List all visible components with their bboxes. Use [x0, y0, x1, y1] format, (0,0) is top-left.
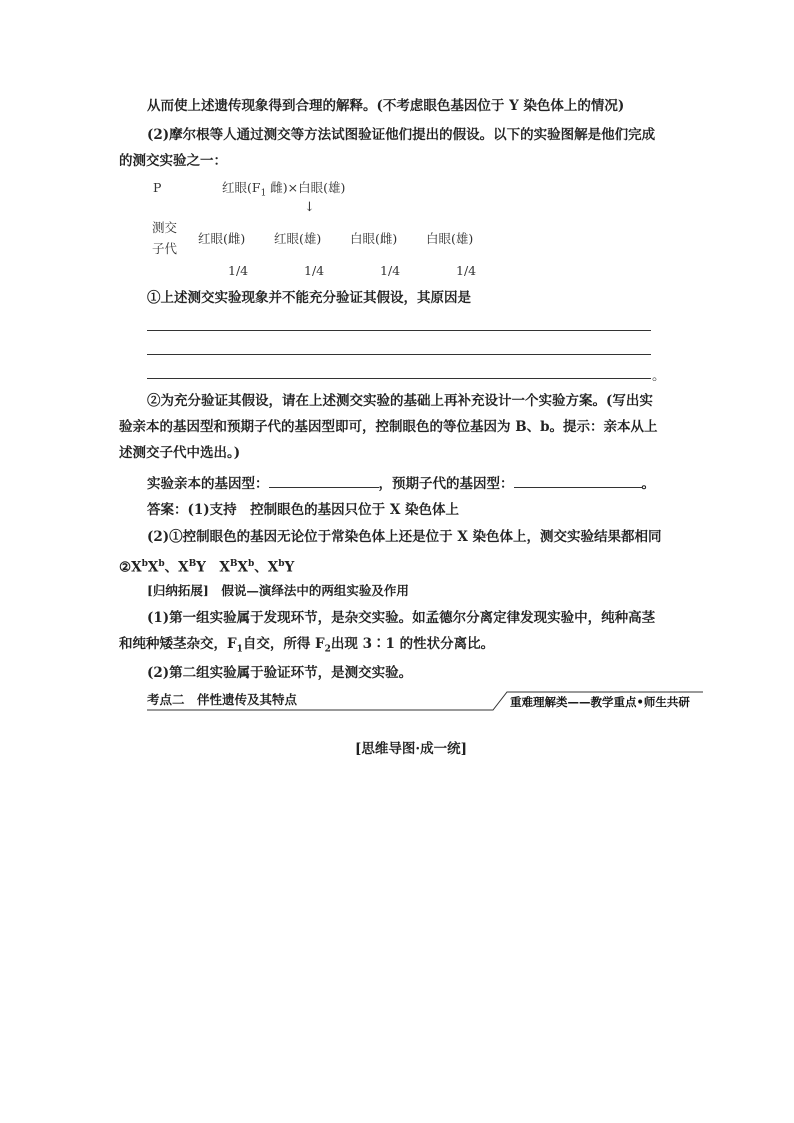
- allele-sup: b: [278, 559, 285, 569]
- genotype-x: X: [267, 559, 279, 576]
- genotype-y: Y: [284, 559, 295, 576]
- genotype-x: X: [237, 559, 248, 576]
- genotype-x: X: [178, 559, 189, 576]
- summary-1-line2: [119, 634, 494, 660]
- down-arrow-icon: ↓: [304, 200, 315, 215]
- offspring-genotype-label: ，预期子代的基因型：: [378, 476, 514, 492]
- mindmap-title: [思维导图·成一统]: [355, 741, 467, 757]
- summary-2: (2)第二组实验属于验证环节，是测交实验。: [147, 665, 413, 681]
- ratio-4: 1/4: [456, 263, 477, 278]
- fill-end-period: 。: [641, 476, 655, 492]
- diagram-p-label: P: [153, 180, 162, 195]
- section-banner-label: 重难理解类——教学重点•师生共研: [510, 695, 690, 709]
- parent1-tail: 雌): [266, 180, 288, 195]
- allele-sup: b: [158, 559, 165, 569]
- blank-end-period: 。: [652, 368, 666, 384]
- generation-subscript: 2: [324, 644, 331, 655]
- answer-line1: 答案：(1)支持 控制眼色的基因只位于 X 染色体上: [147, 502, 460, 518]
- genotype-y: Y: [196, 559, 206, 576]
- offspring-item-2: 红眼(雄): [274, 231, 322, 246]
- question-2-2-line3: 述测交子代中选出。): [119, 445, 241, 461]
- answer-line2: (2)①控制眼色的基因无论位于常染色体上还是位于 X 染色体上，测交实验结果都相同: [147, 529, 662, 545]
- summary-1-line1: (1)第一组实验属于发现环节，是杂交实验。如孟德尔分离定律发现实验中，纯种高茎: [147, 610, 656, 626]
- genotype-x: X: [219, 559, 230, 576]
- question-2-line2: 的测交实验之一：: [119, 153, 227, 169]
- parent1-subscript: 1: [260, 188, 267, 199]
- ratio-1: 1/4: [228, 263, 249, 278]
- parent2-label: 白眼(雄): [298, 180, 346, 195]
- answer-blank-line-2[interactable]: [147, 354, 651, 355]
- parent-genotype-blank[interactable]: [269, 473, 379, 488]
- summary-text: 和纯种矮茎杂交，F: [119, 636, 237, 652]
- allele-sup: B: [229, 559, 238, 569]
- ratio-2: 1/4: [304, 263, 325, 278]
- diagram-cross-line: [222, 178, 345, 204]
- question-2-1: ①上述测交实验现象并不能充分验证其假设，其原因是: [147, 290, 471, 306]
- intro-line: 从而使上述遗传现象得到合理的解释。(不考虑眼色基因位于 Y 染色体上的情况): [147, 98, 625, 114]
- genotype-x: X: [131, 559, 142, 576]
- allele-sup: b: [247, 559, 255, 569]
- generation-subscript: 1: [236, 644, 243, 655]
- separator: 、: [164, 559, 179, 576]
- parent1-label: 红眼(F: [222, 180, 261, 195]
- offspring-label-line2: 子代: [152, 241, 178, 256]
- separator: 、: [254, 559, 268, 576]
- fill-in-line: [147, 473, 655, 494]
- question-2-2-line1: ②为充分验证其假设，请在上述测交实验的基础上再补充设计一个实验方案。(写出实: [147, 393, 653, 409]
- summary-text: 自交，所得 F: [242, 636, 325, 652]
- question-2-line1: (2)摩尔根等人通过测交等方法试图验证他们提出的假设。以下的实验图解是他们完成: [147, 127, 656, 143]
- ratio-3: 1/4: [380, 263, 401, 278]
- answer-blank-line-3[interactable]: [147, 378, 651, 379]
- offspring-label-line1: 测交: [152, 220, 178, 235]
- summary-text: 出现 3∶1 的性状分离比。: [330, 636, 495, 652]
- summary-title: [归纳拓展] 假说—演绎法中的两组实验及作用: [147, 583, 409, 598]
- offspring-item-4: 白眼(雄): [426, 231, 474, 246]
- offspring-item-1: 红眼(雌): [198, 231, 246, 246]
- answer-blank-line-1[interactable]: [147, 330, 651, 331]
- answer-line3: [119, 554, 294, 578]
- offspring-item-3: 白眼(雌): [350, 231, 398, 246]
- cross-symbol: ×: [287, 180, 299, 195]
- question-2-2-line2: 验亲本的基因型和预期子代的基因型即可，控制眼色的等位基因为 B、b。提示：亲本从上: [119, 419, 658, 435]
- allele-sup: B: [188, 559, 197, 569]
- parent-genotype-label: 实验亲本的基因型：: [147, 476, 269, 492]
- offspring-genotype-blank[interactable]: [514, 473, 642, 488]
- separator: [206, 560, 220, 576]
- section-title: 考点二 伴性遗传及其特点: [147, 692, 298, 707]
- genotype-x: X: [147, 559, 159, 576]
- allele-sup: b: [141, 559, 148, 569]
- answer-marker: ②: [119, 559, 132, 576]
